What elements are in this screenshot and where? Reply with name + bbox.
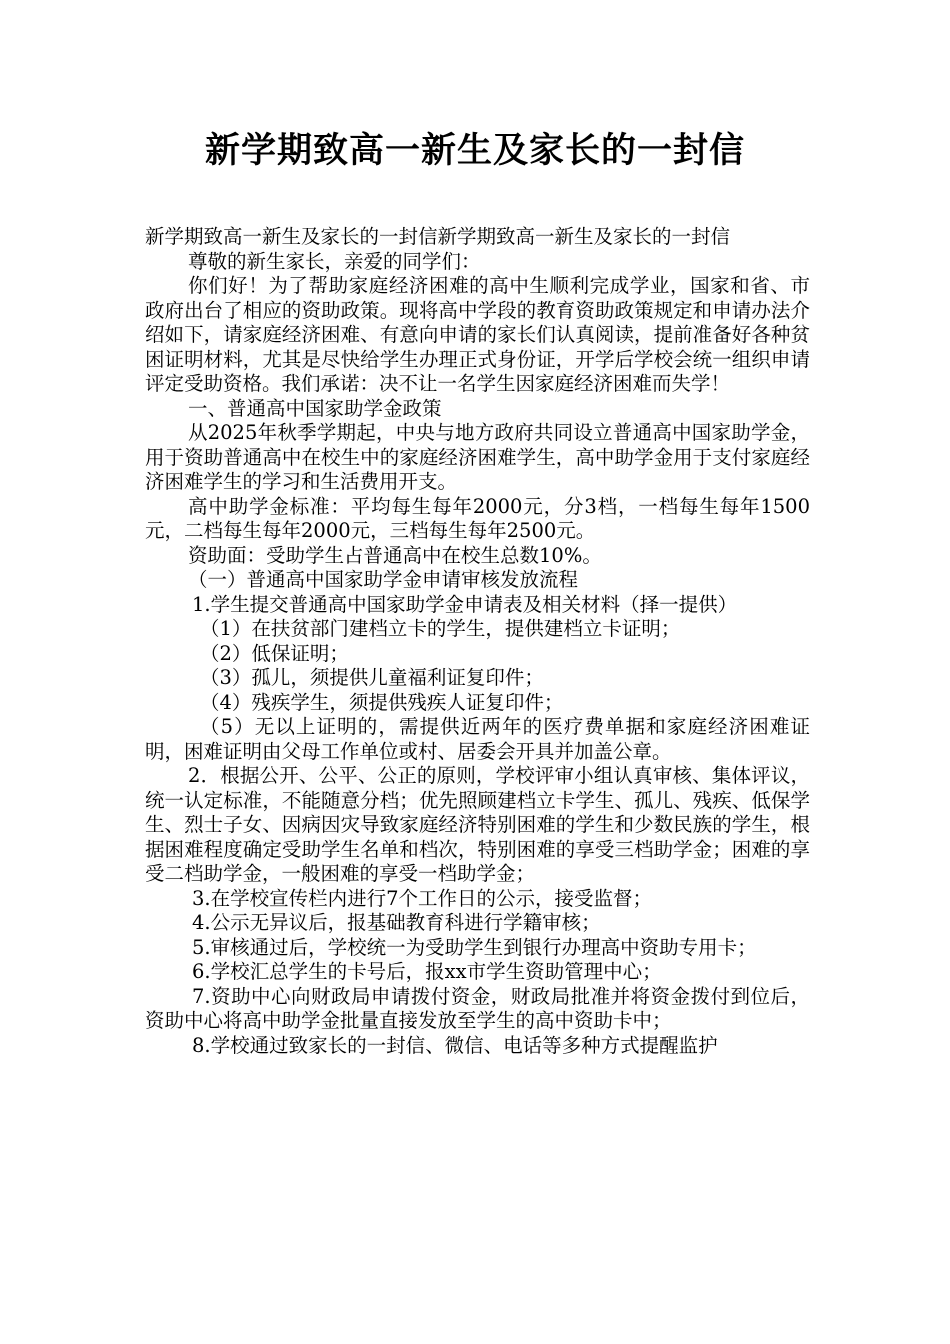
paragraph-grant-coverage: 资助面：受助学生占普通高中在校生总数10%。 [188,543,602,567]
document-body [145,225,810,1058]
list-item-material-4: （4）残疾学生，须提供残疾人证复印件； [200,690,564,714]
paragraph-intro: 你们好！为了帮助家庭经济困难的高中生顺利完成学业，国家和省、市政府出台了相应的资助政策。现将高中学段的教育资助政策规定和申请办法介绍如下，请家庭经济困难、有意向申请的家长们认真阅读，提前准备好各种贫困证明材料，尤其是尽快给学生办理正式身份证，开学后学校会统一组织申请评定受助资格。我们承诺：决不让一名学生因家庭经济困难而失学！ [145,274,810,395]
list-item-step-6: 6.学校汇总学生的卡号后，报xx市学生资助管理中心； [192,960,662,983]
paragraph-grant-establishment: 从2025年秋季学期起，中央与地方政府共同设立普通高中国家助学金，用于资助普通高中在校生中的家庭经济困难学生，高中助学金用于支付家庭经济困难学生的学习和生活费用开支。 [145,421,810,493]
list-item-step-4: 4.公示无异议后，报基础教育科进行学籍审核； [192,911,601,934]
paragraph-heading-repeat: 新学期致高一新生及家长的一封信新学期致高一新生及家长的一封信 [145,225,731,248]
list-item-material-3: （3）孤儿，须提供儿童福利证复印件； [200,666,544,689]
paragraph-grant-standard: 高中助学金标准：平均每生每年2000元，分3档，一档每生每年1500元，二档每生每年2000元，三档每生每年2500元。 [145,494,810,542]
list-item-step-2: 2．根据公开、公平、公正的原则，学校评审小组认真审核、集体评议，统一认定标准，不能随意分档；优先照顾建档立卡学生、孤儿、残疾、低保学生、烈士子女、因病因灾导致家庭经济特别困难的学生和少数民族的学生，根据困难程度确定受助学生名单和档次，特别困难的享受三档助学金；困难的享受二档助学金，一般困难的享受一档助学金； [145,764,810,885]
list-item-step-8: 8.学校通过致家长的一封信、微信、电话等多种方式提醒监护 [192,1033,718,1057]
paragraph-salutation: 尊敬的新生家长，亲爱的同学们： [188,249,481,273]
page-title: 新学期致高一新生及家长的一封信 [204,131,745,171]
list-item-step-7: 7.资助中心向财政局申请拨付资金，财政局批准并将资金拨付到位后，资助中心将高中助学金批量直接发放至学生的高中资助卡中； [145,984,810,1032]
list-item-step-3: 3.在学校宣传栏内进行7个工作日的公示，接受监督； [192,886,653,910]
list-item-step-5: 5.审核通过后，学校统一为受助学生到银行办理高中资助专用卡； [192,935,757,959]
list-item-material-5: （5）无以上证明的，需提供近两年的医疗费单据和家庭经济困难证明，困难证明由父母工作单位或村、居委会开具并加盖公章。 [145,715,810,763]
list-item-material-1: （1）在扶贫部门建档立卡的学生，提供建档立卡证明； [200,617,681,640]
list-item-material-2: （2）低保证明； [200,641,349,665]
section-heading-grant-policy: 一、普通高中国家助学金政策 [188,396,442,420]
subsection-heading-process: （一）普通高中国家助学金申请审核发放流程 [188,568,579,591]
list-item-step-1: 1.学生提交普通高中国家助学金申请表及相关材料（择一提供） [192,592,738,616]
